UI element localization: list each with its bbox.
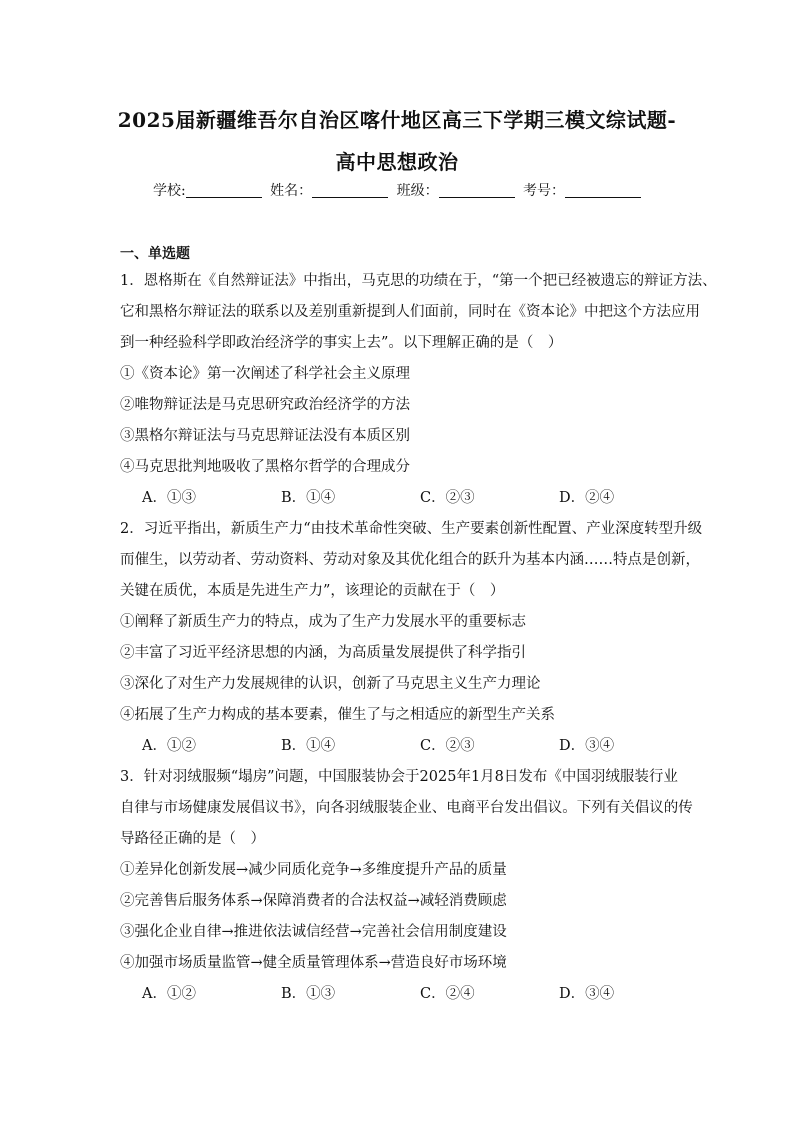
choice-d[interactable]: D．③④ [559, 986, 615, 1002]
statement-3: ③强化企业自律→推进依法诚信经营→完善社会信用制度建设 [120, 924, 507, 940]
question-text-line: 2．习近平指出，新质生产力“由技术革命性突破、生产要素创新性配置、产业深度转型升级 [120, 521, 703, 537]
question-3 [120, 762, 693, 1010]
choice-b[interactable]: B．①④ [281, 738, 336, 754]
statement-2: ②完善售后服务体系→保障消费者的合法权益→减轻消费顾虑 [120, 893, 507, 909]
exam-number-label: 考号： [523, 183, 566, 199]
choice-a[interactable]: A．①③ [142, 490, 196, 506]
question-text-line: 1．恩格斯在《自然辩证法》中指出，马克思的功绩在于，“第一个把已经被遗忘的辩证方法、 [120, 273, 717, 289]
school-blank[interactable] [186, 183, 262, 198]
choice-c[interactable]: C．②③ [420, 490, 475, 506]
statement-1: ①阐释了新质生产力的特点，成为了生产力发展水平的重要标志 [120, 614, 526, 630]
choice-d[interactable]: D．②④ [559, 490, 615, 506]
choice-a[interactable]: A．①② [142, 738, 196, 754]
question-text-line: 自律与市场健康发展倡议书》，向各羽绒服装企业、电商平台发出倡议。下列有关倡议的传 [120, 800, 693, 816]
name-field [270, 180, 388, 200]
question-text-line: 导路径正确的是（ ） [120, 831, 265, 847]
class-blank[interactable] [439, 183, 515, 198]
student-info-row [0, 180, 794, 200]
statement-1: ①差异化创新发展→减少同质化竞争→多维度提升产品的质量 [120, 862, 507, 878]
questions-container [120, 266, 717, 1010]
name-label: 姓名： [270, 183, 313, 199]
question-text-line: 3．针对羽绒服频“塌房”问题，中国服装协会于2025年1月8日发布《中国羽绒服装行业 [120, 769, 678, 785]
choice-c[interactable]: C．②③ [420, 738, 475, 754]
choice-d[interactable]: D．③④ [559, 738, 615, 754]
statement-4: ④马克思批判地吸收了黑格尔哲学的合理成分 [120, 459, 410, 475]
answer-choices [120, 731, 685, 762]
school-field [153, 180, 262, 200]
choice-b[interactable]: B．①③ [281, 986, 336, 1002]
statement-2: ②唯物辩证法是马克思研究政治经济学的方法 [120, 397, 410, 413]
class-field [397, 180, 515, 200]
choice-b[interactable]: B．①④ [281, 490, 336, 506]
school-label: 学校: [152, 183, 186, 199]
exam-number-field [523, 180, 641, 200]
statement-2: ②丰富了习近平经济思想的内涵，为高质量发展提供了科学指引 [120, 645, 526, 661]
choice-c[interactable]: C．②④ [420, 986, 475, 1002]
question-1 [120, 266, 717, 514]
statement-3: ③黑格尔辩证法与马克思辩证法没有本质区别 [120, 428, 410, 444]
question-2 [120, 514, 703, 762]
exam-number-blank[interactable] [565, 183, 641, 198]
statement-3: ③深化了对生产力发展规律的认识，创新了马克思主义生产力理论 [120, 676, 541, 692]
statement-4: ④加强市场质量监管→健全质量管理体系→营造良好市场环境 [120, 955, 507, 971]
exam-title-line2: 高中思想政治 [335, 150, 459, 174]
answer-choices [120, 483, 685, 514]
class-label: 班级： [396, 183, 439, 199]
question-text-line: 它和黑格尔辩证法的联系以及差别重新提到人们面前，同时在《资本论》中把这个方法应用 [120, 304, 700, 320]
statement-1: ①《资本论》第一次阐述了科学社会主义原理 [120, 366, 410, 382]
exam-title-line1: 2025届新疆维吾尔自治区喀什地区高三下学期三模文综试题- [117, 108, 677, 132]
question-text-line: 关键在质优，本质是先进生产力”，该理论的贡献在于（ ） [120, 583, 505, 599]
answer-choices [120, 979, 685, 1010]
statement-4: ④拓展了生产力构成的基本要素，催生了与之相适应的新型生产关系 [120, 707, 555, 723]
name-blank[interactable] [312, 183, 388, 198]
choice-a[interactable]: A．①② [142, 986, 196, 1002]
question-text-line: 而催生，以劳动者、劳动资料、劳动对象及其优化组合的跃升为基本内涵……特点是创新， [120, 552, 700, 568]
section-title: 一、单选题 [120, 246, 190, 262]
question-text-line: 到一种经验科学即政治经济学的事实上去”。以下理解正确的是（ ） [120, 335, 563, 351]
